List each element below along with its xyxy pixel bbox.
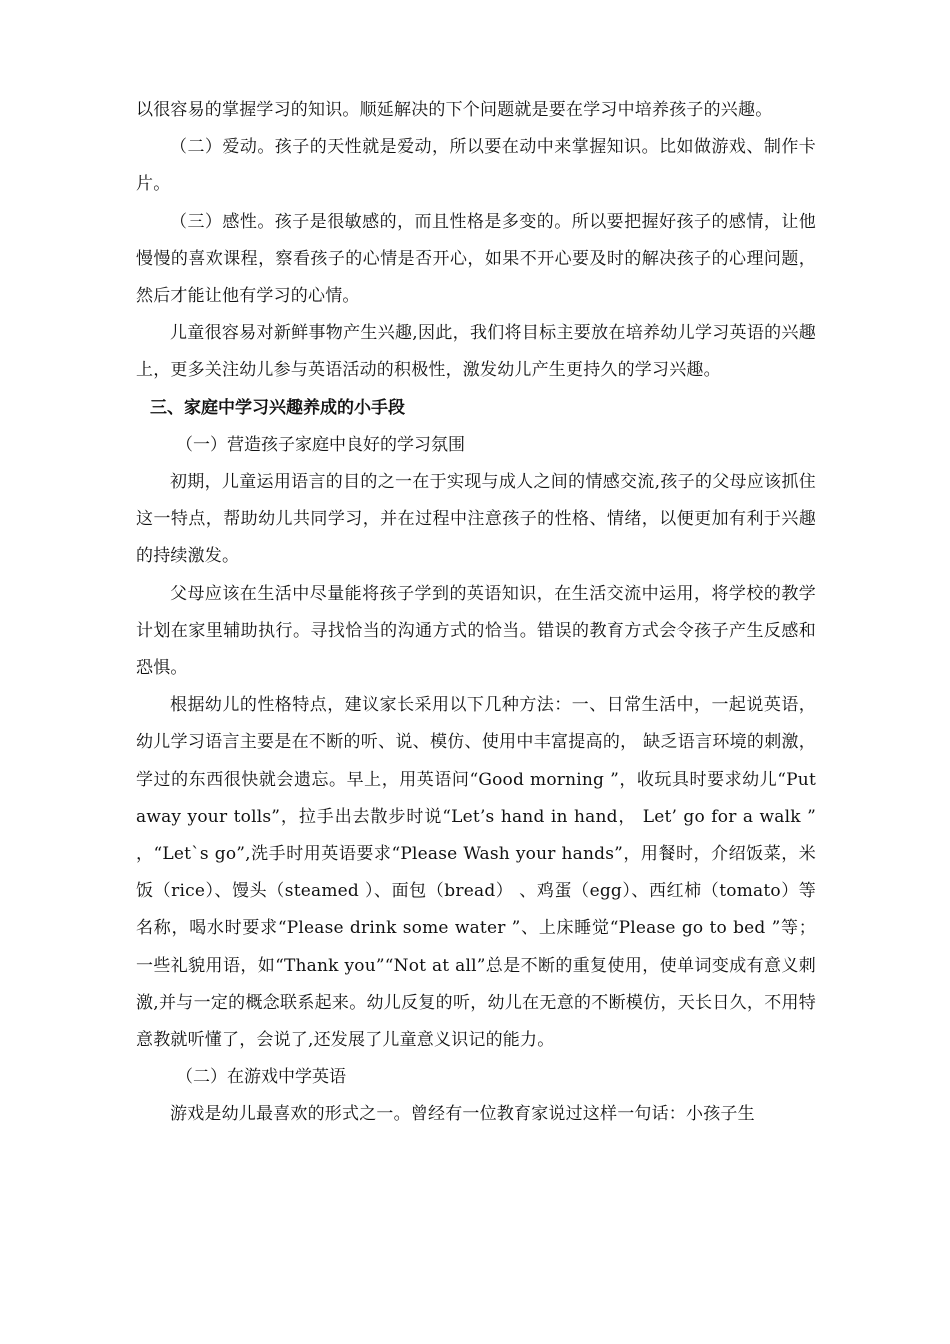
paragraph-interest-goal: 儿童很容易对新鲜事物产生兴趣,因此，我们将目标主要放在培养幼儿学习英语的兴趣上，更多关注幼儿参与英语活动的积极性，激发幼儿产生更持久的学习兴趣。 xyxy=(136,323,816,381)
subsection-heading-2: （二）在游戏中学英语 xyxy=(176,1067,346,1088)
document-body xyxy=(136,92,816,1134)
paragraph-continuation: 以很容易的掌握学习的知识。顺延解决的下个问题就是要在学习中培养孩子的兴趣。 xyxy=(136,100,773,120)
paragraph-games: 游戏是幼儿最喜欢的形式之一。曾经有一位教育家说过这样一句话：小孩子生 xyxy=(170,1104,755,1125)
paragraph-sensitive-nature: （三）感性。孩子是很敏感的，而且性格是多变的。所以要把握好孩子的感情，让他慢慢的喜欢课程，察看孩子的心情是否开心，如果不开心要及时的解决孩子的心理问题，然后才能让他有学习的心情。 xyxy=(136,211,816,307)
section-heading-3: 三、家庭中学习兴趣养成的小手段 xyxy=(150,397,405,418)
paragraph-methods: 根据幼儿的性格特点，建议家长采用以下几种方法：一、日常生活中，一起说英语，幼儿学习语言主要是在不断的听、说、模仿、使用中丰富提高的， 缺乏语言环境的刺激，学过的东西很快就会遗忘。早上，用英语问“Good morning ”，收玩具时要求幼儿“Put away your tolls”，拉手出去散步时说“Let’s hand in hand， Let’ go for a walk ” ，“Let`s go”,洗手时用英语要求“Please Wash your hands”，用餐时，介绍饭菜，米饭（rice）、馒头（steamed ）、面包（bread） 、鸡蛋（egg）、西红柿（tomato）等名称，喝水时要求“Please drink some water ”、上床睡觉“Please go to bed ”等；一些礼貌用语，如“Thank you”“Not at all”总是不断的重复使用，使单词变成有意义刺激,并与一定的概念联系起来。幼儿反复的听，幼儿在无意的不断模仿，天长日久，不用特意教就听懂了，会说了,还发展了儿童意义识记的能力。 xyxy=(136,695,816,1051)
paragraph-active-nature: （二）爱动。孩子的天性就是爱动，所以要在动中来掌握知识。比如做游戏、制作卡片。 xyxy=(136,137,816,195)
paragraph-parents: 父母应该在生活中尽量能将孩子学到的英语知识，在生活交流中运用，将学校的教学计划在家里辅助执行。寻找恰当的沟通方式的恰当。错误的教育方式会令孩子产生反感和恐惧。 xyxy=(136,583,816,679)
subsection-heading-1: （一）营造孩子家庭中良好的学习氛围 xyxy=(176,434,465,455)
paragraph-early-stage: 初期，儿童运用语言的目的之一在于实现与成人之间的情感交流,孩子的父母应该抓住这一特点，帮助幼儿共同学习，并在过程中注意孩子的性格、情绪，以便更加有利于兴趣的持续激发。 xyxy=(136,472,816,567)
